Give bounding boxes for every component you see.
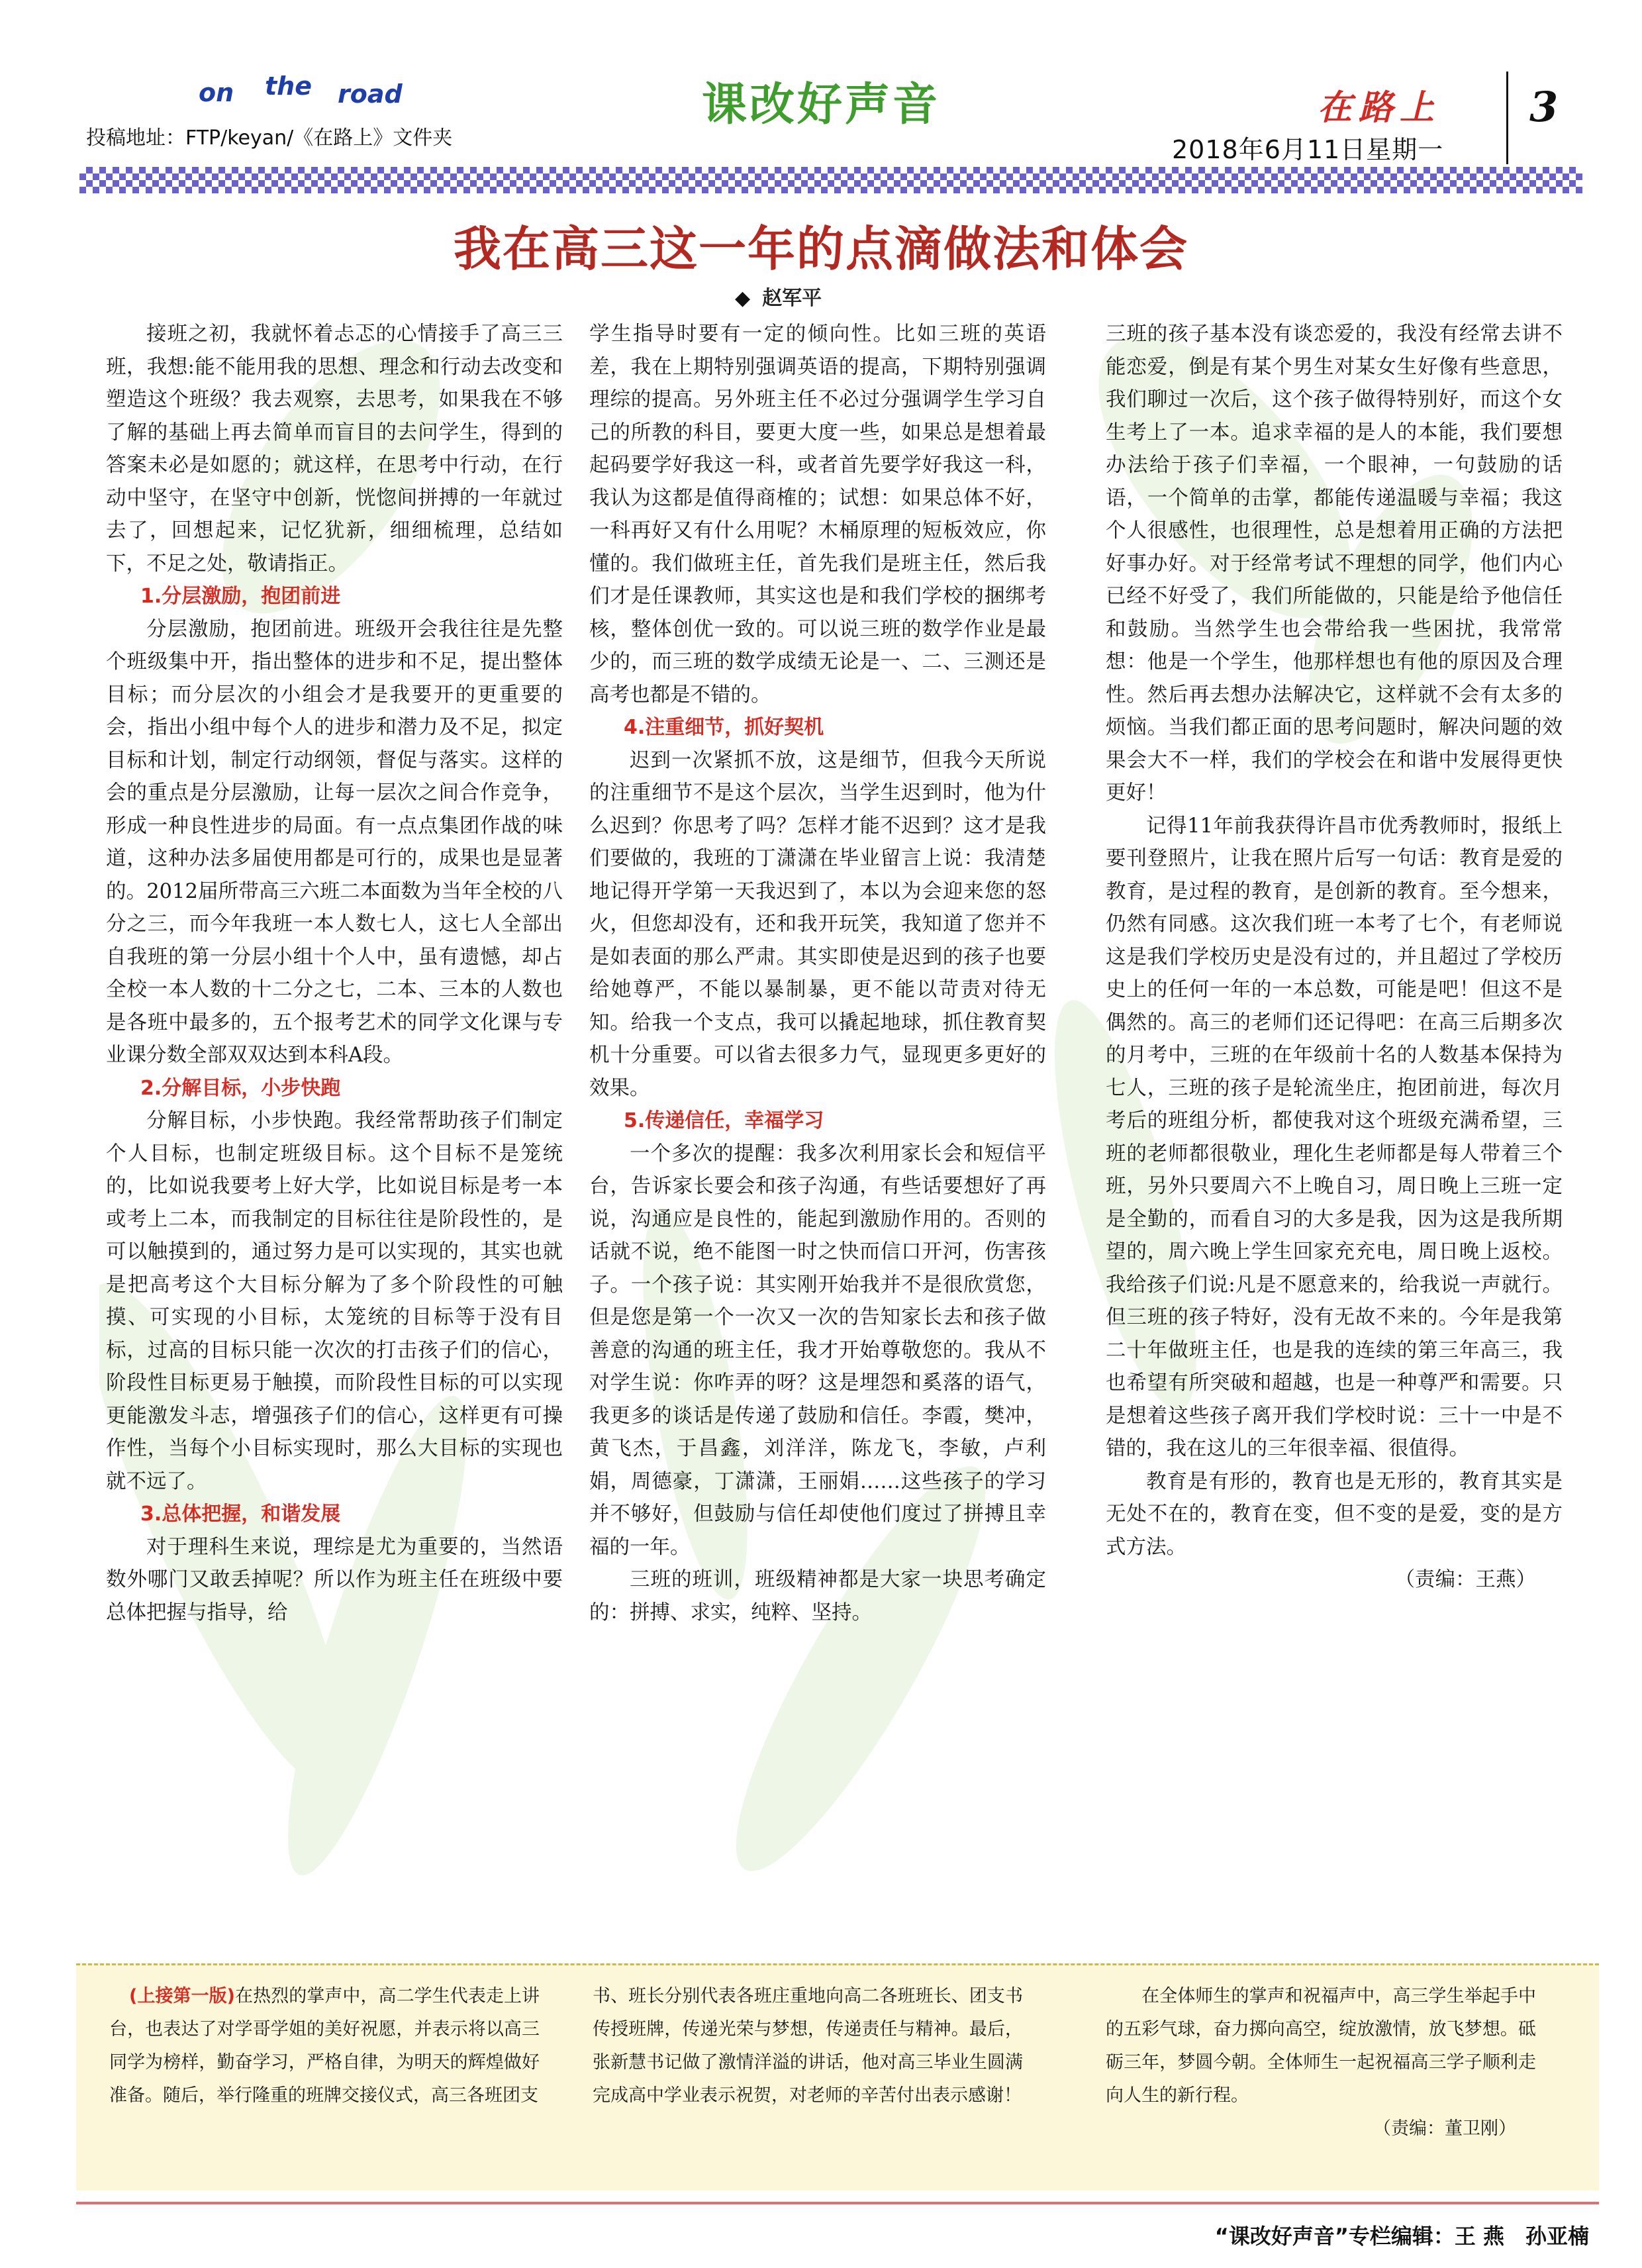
- paragraph: 教育是有形的，教育也是无形的，教育其实是无处不在的，教育在变，但不变的是爱，变的是方式方法。: [1106, 1469, 1563, 1559]
- article-author: [735, 281, 822, 311]
- section-heading: 1.分层激励，抱团前进: [140, 585, 341, 608]
- paragraph: 对于理科生来说，理综是尤为重要的，当然语数外哪门又敢丢掉呢？所以作为班主任在班级中要总体把握与指导，给: [106, 1535, 563, 1624]
- paragraph: 一个多次的提醒：我多次利用家长会和短信平台，告诉家长要会和孩子沟通，有些话要想好了再说，沟通应是良性的，能起到激励作用的。否则的话就不说，绝不能图一时之快而信口开河，伤害孩子。一个孩子说：其实刚开始我并不是很欣赏您，但是您是第一个一次又一次的告知家长去和孩子做善意的沟通的班主任，我才开始尊敬您的。我从不对学生说：你咋弄的呀？这是埋怨和奚落的语气，我更多的谈话是传递了鼓励和信任。李霞，樊冲，黄飞杰，于昌鑫，刘洋洋，陈龙飞，李敏，卢利娟，周德豪，丁潇潇，王丽娟……这些孩子的学习并不够好，但鼓励与信任却使他们度过了拼搏且幸福的一年。: [589, 1142, 1046, 1559]
- continuation-text: 在热烈的掌声中，高二学生代表走上讲台，也表达了对学哥学姐的美好祝愿，并表示将以高三同学为榜样，勤奋学习，严格自律，为明天的辉煌做好准备。随后，举行隆重的班牌交接仪式，高三各班团支: [109, 1986, 540, 2106]
- continuation-text: 在全体师生的掌声和祝福声中，高三学生举起手中的五彩气球，奋力掷向高空，绽放激情，放飞梦想。砥砺三年，梦圆今朝。全体师生一起祝福高三学子顺利走向人生的新行程。: [1106, 1986, 1536, 2106]
- column-editors: “课改好声音”专栏编辑：王 燕 孙亚楠: [1214, 2224, 1589, 2249]
- paragraph: 学生指导时要有一定的倾向性。比如三班的英语差，我在上期特别强调英语的提高，下期特别强调理综的提高。另外班主任不必过分强调学生学习自己的所教的科目，要更大度一些，如果总是想着最起码要学好我这一科，或者首先要学好我这一科，我认为这都是值得商榷的；试想：如果总体不好，一科再好又有什么用呢？木桶原理的短板效应，你懂的。我们做班主任，首先我们是班主任，然后我们才是任课教师，其实这也是和我们学校的捆绑考核，整体创优一致的。可以说三班的数学作业是最少的，而三班的数学成绩无论是一、二、三测还是高考也都是不错的。: [589, 322, 1046, 707]
- article-column-1: [106, 318, 563, 1629]
- continuation-column-2: [593, 1980, 1023, 2112]
- continued-from-tag: (上接第一版): [129, 1986, 236, 2006]
- article-column-3: [1106, 318, 1563, 1597]
- section-heading: 3.总体把握，和谐发展: [140, 1503, 341, 1526]
- page-number: 3: [1529, 83, 1559, 131]
- logo-word-the: the: [265, 72, 312, 101]
- logo-word-on: on: [199, 78, 234, 107]
- article-column-2: [589, 318, 1046, 1629]
- section-heading: 2.分解目标，小步快跑: [140, 1076, 341, 1100]
- diamond-icon: ◆: [735, 287, 751, 310]
- paragraph: 分解目标，小步快跑。我经常帮助孩子们制定个人目标，也制定班级目标。这个目标不是笼统的，比如说我要考上好大学，比如说目标是考一本或考上二本，而我制定的目标往往是阶段性的，是可以触摸到的，通过努力是可以实现的，其实也就是把高考这个大目标分解为了多个阶段性的可触摸、可实现的小目标，太笼统的目标等于没有目标，过高的目标只能一次次的打击孩子们的信心，阶段性目标更易于触摸，而阶段性目标的可以实现更能激发斗志，增强孩子们的信心，这样更有可操作性，当每个小目标实现时，那么大目标的实现也就不远了。: [106, 1109, 563, 1493]
- editor-credit: （责编：董卫刚）: [1373, 2118, 1516, 2139]
- paragraph: 迟到一次紧抓不放，这是细节，但我今天所说的注重细节不是这个层次，当学生迟到时，他为什么迟到？你思考了吗？怎样才能不迟到？这才是我们要做的，我班的丁潇潇在毕业留言上说：我清楚地记得开学第一天我迟到了，本以为会迎来您的怒火，但您却没有，还和我开玩笑，我知道了您并不是如表面的那么严肃。其实即使是迟到的孩子也要给她尊严，不能以暴制暴，更不能以苛责对待无知。给我一个支点，我可以撬起地球，抓住教育契机十分重要。可以省去很多力气，显现更多更好的效果。: [589, 748, 1046, 1100]
- paragraph: 分层激励，抱团前进。班级开会我往往是先整个班级集中开，指出整体的进步和不足，提出整体目标；而分层次的小组会才是我要开的更重要的会，指出小组中每个人的进步和潜力及不足，拟定目标和计划，制定行动纲领，督促与落实。这样的会的重点是分层激励，让每一层次之间合作竞争，形成一种良性进步的局面。有一点点集团作战的味道，这种办法多届使用都是可行的，成果也是显著的。2012届所带高三六班二本面数为当年全校的八分之三，而今年我班一本人数七人，这七人全部出自我班的第一分层小组十个人中，虽有遗憾，却占全校一本人数的十二分之七，二本、三本的人数也是各班中最多的，五个报考艺术的同学文化课与专业课分数全部双双达到本科A段。: [106, 617, 563, 1067]
- logo-word-road: road: [338, 79, 403, 109]
- paragraph: 三班的班训，班级精神都是大家一块思考确定的：拼搏、求实，纯粹、坚持。: [589, 1568, 1046, 1624]
- column-name: 课改好声音: [701, 79, 940, 131]
- paragraph: 三班的孩子基本没有谈恋爱的，我没有经常去讲不能恋爱，倒是有某个男生对某女生好像有些意思，我们聊过一次后，这个孩子做得特别好，而这个女生考上了一本。追求幸福的是人的本能，我们要想办法给于孩子们幸福，一个眼神，一句鼓励的话语，一个简单的击掌，都能传递温暖与幸福；我这个人很感性，也很理性，总是想着用正确的方法把好事办好。对于经常考试不理想的同学，他们内心已经不好受了，我们所能做的，只能是给予他信任和鼓励。当然学生也会带给我一些困扰，我常常想：他是一个学生，他那样想也有他的原因及合理性。然后再去想办法解决它，这样就不会有太多的烦恼。当我们都正面的思考问题时，解决问题的效果会大不一样，我们的学校会在和谐中发展得更快更好！: [1106, 322, 1563, 805]
- checker-border: [79, 167, 1582, 193]
- continuation-column-3: [1106, 1980, 1536, 2145]
- issue-date: 2018年6月11日星期一: [1172, 135, 1444, 164]
- header-divider: [1506, 72, 1508, 164]
- paragraph: 记得11年前我获得许昌市优秀教师时，报纸上要刊登照片，让我在照片后写一句话：教育是爱的教育，是过程的教育，是创新的教育。至今想来，仍然有同感。这次我们班一本考了七个，有老师说这是我们学校历史是没有过的，并且超过了学校历史上的任何一年的一本总数，可能是吧！但这不是偶然的。高三的老师们还记得吧：在高三后期多次的月考中，三班的在年级前十名的人数基本保持为七人，三班的孩子是轮流坐庄，抱团前进，每次月考后的班组分析，都使我对这个班级充满希望，三班的老师都很敬业，理化生老师都是每人带着三个班，另外只要周六不上晚自习，周日晚上三班一定是全勤的，而看自习的大多是我，因为这是我所期望的，周六晚上学生回家充充电，周日晚上返校。我给孩子们说:凡是不愿意来的，给我说一声就行。但三班的孩子特好，没有无故不来的。今年是我第二十年做班主任，也是我的连续的第三年高三，我也希望有所突破和超越，也是一种尊严和需要。只是想着这些孩子离开我们学校时说：三十一中是不错的，我在这儿的三年很幸福、很值得。: [1106, 814, 1563, 1460]
- paper-name: 在路上: [1318, 87, 1441, 128]
- footer-rule: [76, 2202, 1599, 2204]
- section-heading: 5.传递信任，幸福学习: [624, 1109, 824, 1132]
- submission-address: 投稿地址：FTP/keyan/《在路上》文件夹: [86, 126, 453, 150]
- article-title: 我在高三这一年的点滴做法和体会: [453, 221, 1188, 277]
- continuation-text: 书、班长分别代表各班庄重地向高二各班班长、团支书传授班牌，传递光荣与梦想，传递责任与精神。最后，张新慧书记做了激情洋溢的讲话，他对高三毕业生圆满完成高中学业表示祝贺，对老师的辛苦付出表示感谢！: [593, 1986, 1023, 2106]
- paragraph: 接班之初，我就怀着忐忑的心情接手了高三三班，我想:能不能用我的思想、理念和行动去改变和塑造这个班级？我去观察，去思考，如果我在不够了解的基础上再去简单而盲目的去问学生，得到的答案未必是如愿的；就这样，在思考中行动，在行动中坚守，在坚守中创新，恍惚间拼搏的一年就过去了，回想起来，记忆犹新，细细梳理，总结如下，不足之处，敬请指正。: [106, 322, 563, 575]
- continuation-column-1: [109, 1980, 540, 2112]
- section-heading: 4.注重细节，抓好契机: [624, 716, 824, 739]
- author-name: 赵军平: [762, 287, 822, 310]
- editor-credit: （责编：王燕）: [1394, 1568, 1536, 1591]
